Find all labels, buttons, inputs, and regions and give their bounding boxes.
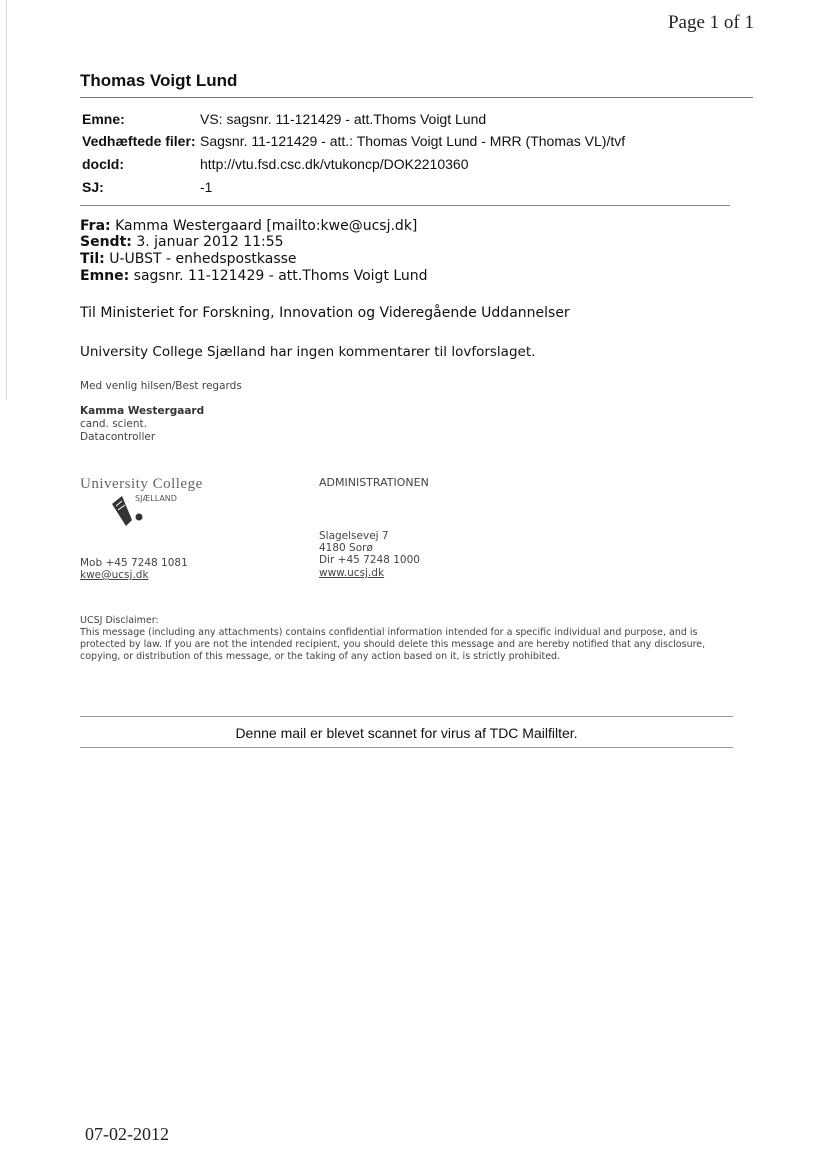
signature-street: Slagelsevej 7 [319, 530, 389, 542]
disclaimer-heading: UCSJ Disclaimer: [80, 615, 159, 626]
header-sent-label: Sendt: [80, 234, 132, 250]
footer-date: 07-02-2012 [85, 1124, 169, 1144]
signature-direct-phone: Dir +45 7248 1000 [319, 554, 420, 566]
meta-label: SJ: [82, 179, 104, 195]
header-from-label: Fra: [80, 218, 111, 234]
signature-website-link[interactable]: www.ucsj.dk [319, 567, 385, 579]
signature-mobile: Mob +45 7248 1081 [80, 557, 188, 569]
scan-edge-line [6, 0, 7, 400]
signature-email-link[interactable]: kwe@ucsj.dk [80, 569, 149, 581]
meta-value: Sagsnr. 11-121429 - att.: Thomas Voigt Lund - MRR (Thomas VL)/tvf [200, 133, 626, 149]
header-from [80, 218, 417, 234]
header-subject-value: sagsnr. 11-121429 - att.Thoms Voigt Lund [133, 268, 428, 284]
signature-degree: cand. scient. [80, 418, 147, 430]
disclaimer-line: copying, or distribution of this message, or the taking of any action based on it, is strictly prohibited. [80, 651, 561, 662]
meta-label: Vedhæftede filer: [82, 133, 196, 149]
disclaimer-line: protected by law. If you are not the intended recipient, you should delete this message and are hereby notified that any disclosure, [80, 639, 706, 650]
divider-scan-bottom [80, 747, 733, 748]
signature-department: ADMINISTRATIONEN [319, 476, 429, 489]
logo-dot [136, 514, 143, 521]
disclaimer-line: This message (including any attachments) contains confidential information intended for a specific individual and purpose, and is [80, 627, 698, 638]
logo-wordmark: University College [80, 476, 203, 492]
signature-greeting: Med venlig hilsen/Best regards [80, 380, 242, 392]
header-subject-label: Emne: [80, 268, 130, 284]
header-to-label: Til: [80, 251, 105, 267]
header-from-value: Kamma Westergaard [mailto:kwe@ucsj.dk] [115, 218, 418, 234]
page-number: Page 1 of 1 [667, 12, 754, 33]
divider-meta [80, 205, 730, 206]
meta-value: VS: sagsnr. 11-121429 - att.Thoms Voigt Lund [200, 111, 487, 127]
header-sent-value: 3. januar 2012 11:55 [136, 234, 284, 250]
header-sent [80, 234, 284, 250]
signature-name: Kamma Westergaard [80, 405, 205, 417]
signature-title: Datacontroller [80, 431, 156, 443]
divider-top [80, 97, 753, 98]
meta-label: Emne: [82, 111, 125, 127]
divider-scan-top [80, 716, 733, 717]
meta-label: docId: [82, 156, 124, 172]
virus-scan-note: Denne mail er blevet scannet for virus af TDC Mailfilter. [235, 725, 578, 741]
sender-name: Thomas Voigt Lund [80, 71, 238, 90]
body-message: University College Sjælland har ingen kommentarer til lovforslaget. [80, 344, 536, 360]
signature-city: 4180 Sorø [319, 542, 373, 554]
logo-shape [112, 496, 132, 526]
meta-value: http://vtu.fsd.csc.dk/vtukoncp/DOK2210360 [200, 156, 469, 172]
meta-value: -1 [200, 179, 213, 195]
university-logo-icon [108, 494, 148, 534]
body-addressee: Til Ministeriet for Forskning, Innovation og Videregående Uddannelser [80, 305, 570, 321]
logo-subtitle: SJÆLLAND [135, 494, 177, 503]
header-to-value: U-UBST - enhedspostkasse [109, 251, 297, 267]
header-to [80, 251, 297, 267]
header-subject [80, 268, 428, 284]
